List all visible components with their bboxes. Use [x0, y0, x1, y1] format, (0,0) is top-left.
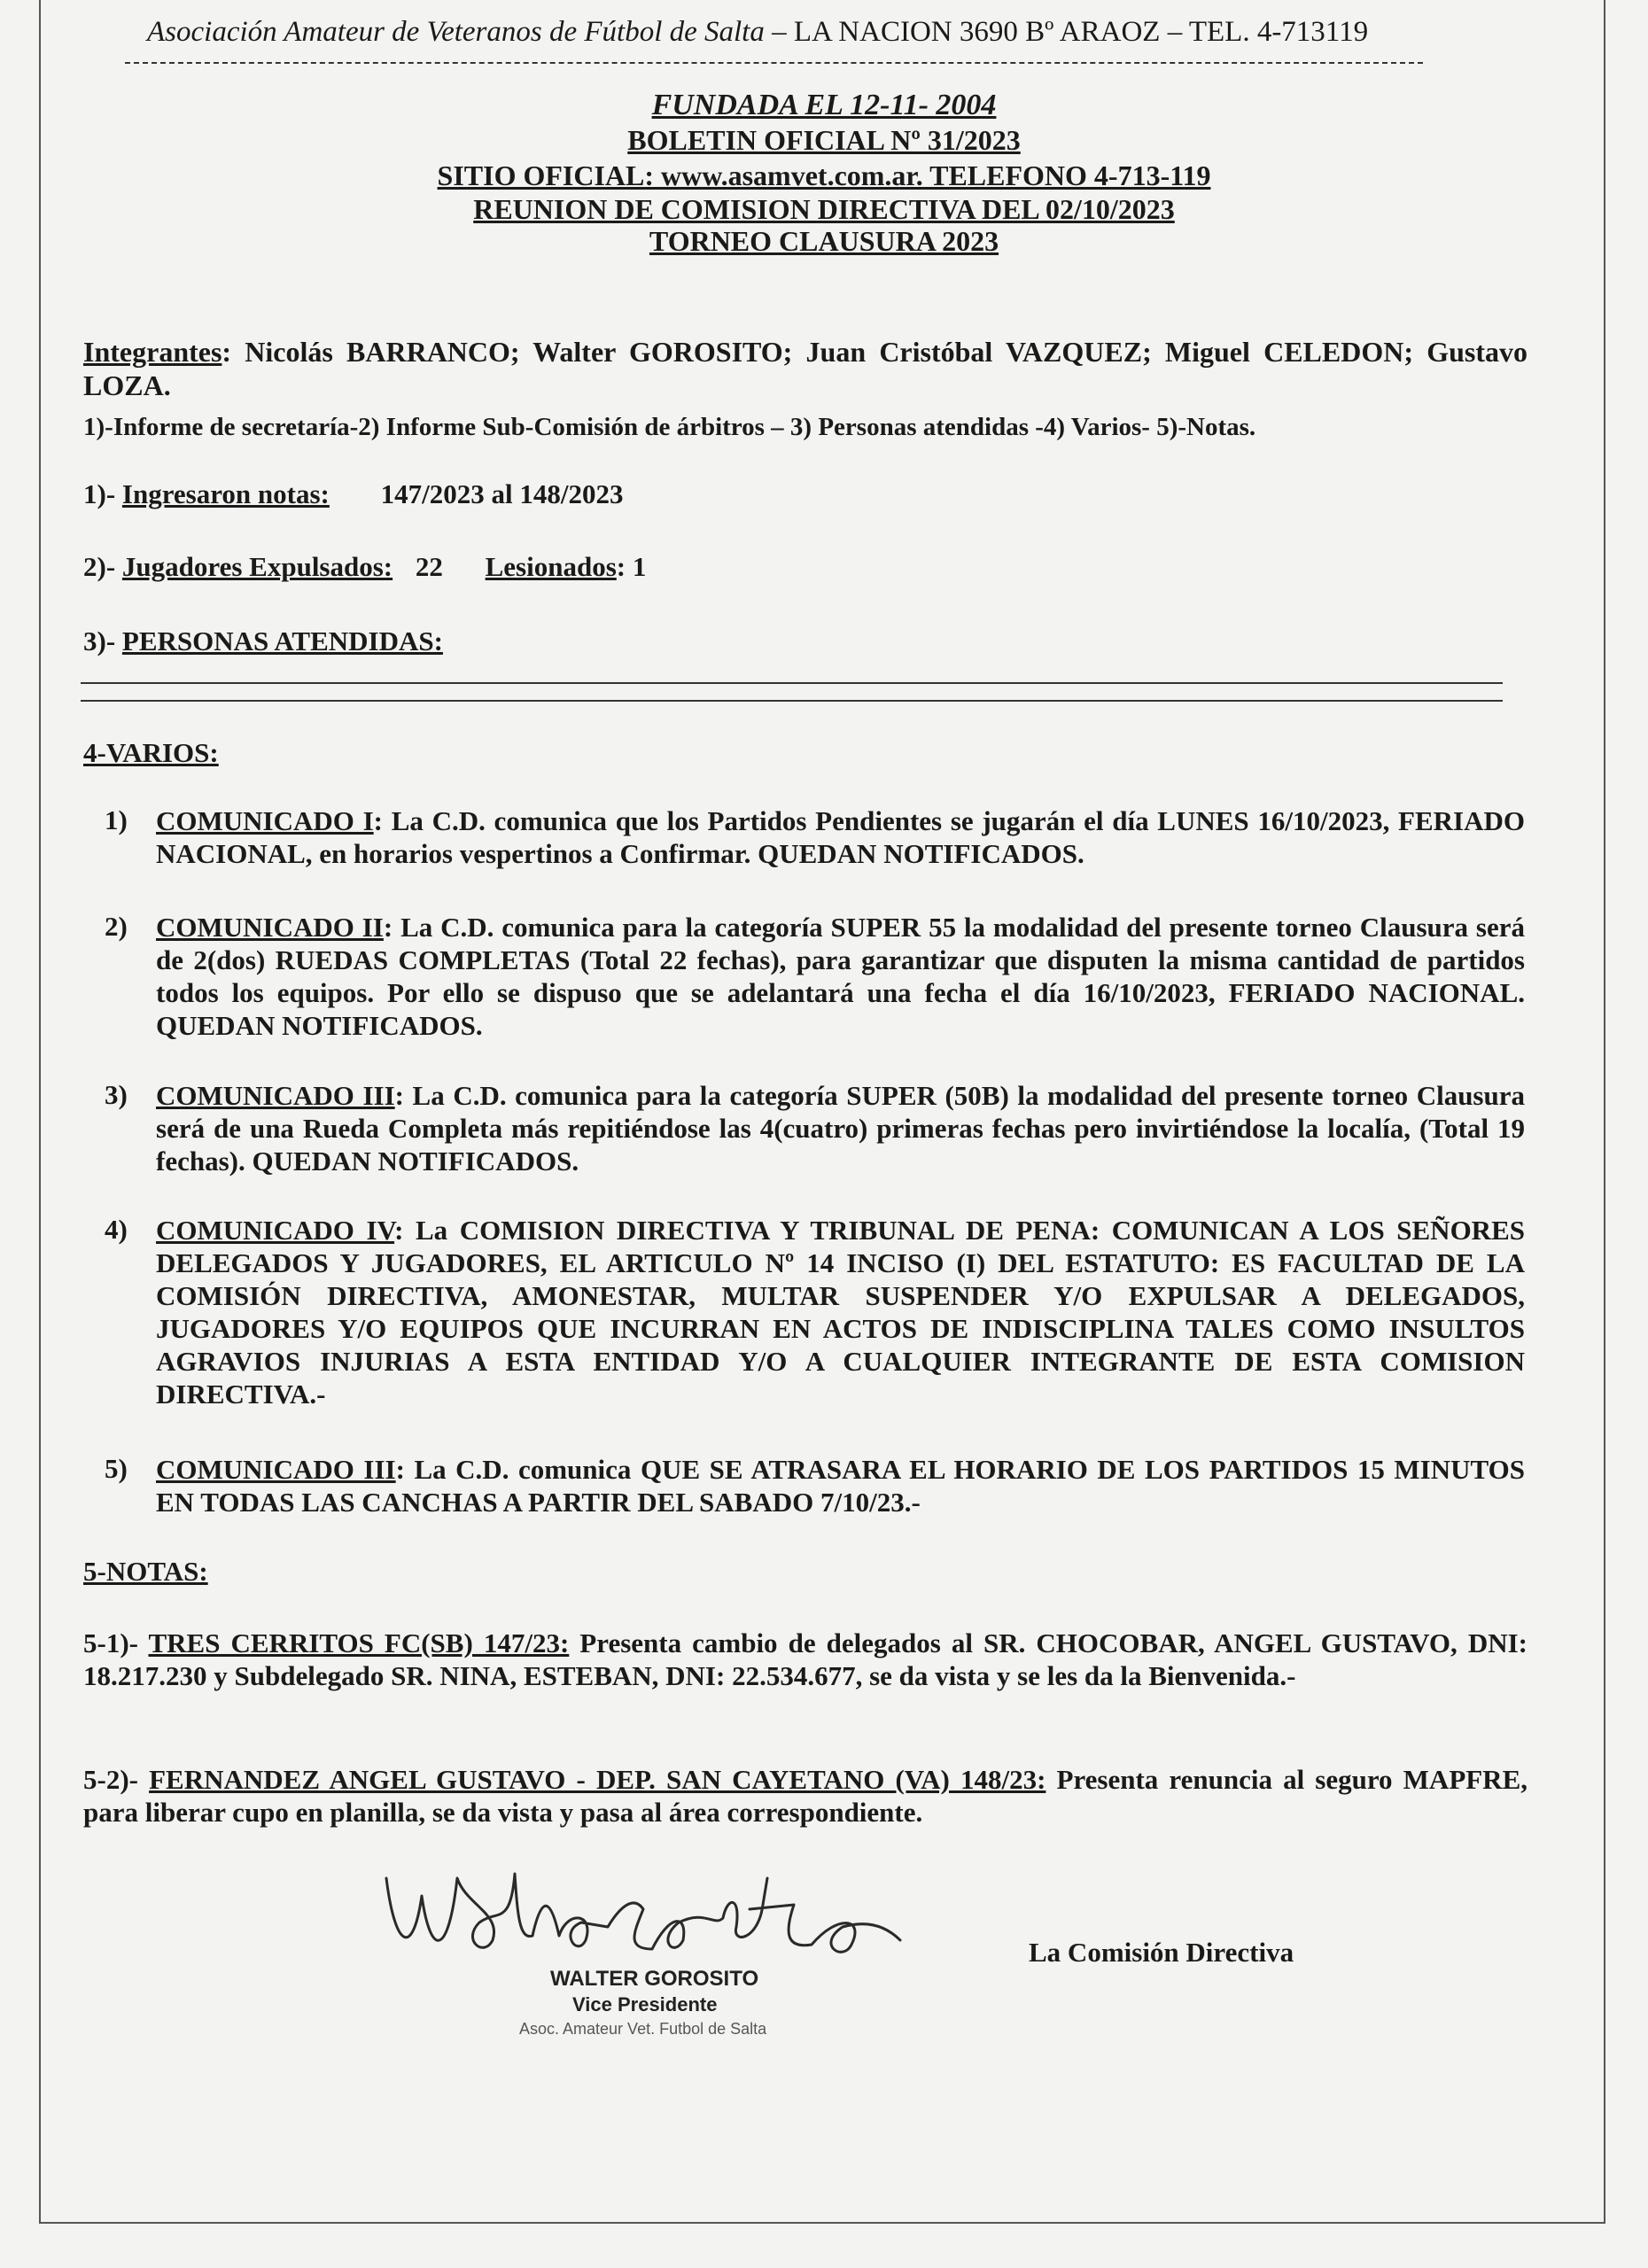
item-number: 2): [105, 911, 128, 942]
document-page: [39, 0, 1605, 2224]
signer-organization: Asoc. Amateur Vet. Futbol de Salta: [519, 2020, 767, 2038]
comunicado-label: COMUNICADO IV: [156, 1215, 395, 1246]
comunicado-text: : La C.D. comunica para la categoría SUPER (50B) la modalidad del presente torneo Clausura será de una Rueda Completa más repitiéndose las 4(cuatro) primeras fechas pero invirtiéndose la localía, (Total 19 fechas). QUEDAN NOTIFICADOS.: [156, 1080, 1525, 1177]
section-1-value: 147/2023 al 148/2023: [380, 478, 624, 509]
signer-name: WALTER GOROSITO: [550, 1967, 759, 1991]
note-text: Presenta renuncia al seguro MAPFRE, para liberar cupo en planilla, se da vista y pasa al área correspondiente.: [83, 1764, 1528, 1828]
commission-signoff: La Comisión Directiva: [1029, 1937, 1294, 1968]
item-number: 4): [105, 1214, 128, 1245]
section-5-title: 5-NOTAS:: [83, 1556, 208, 1587]
members-list: : Nicolás BARRANCO; Walter GOROSITO; Juan Cristóbal VAZQUEZ; Miguel CELEDON; Gustavo LOZA.: [83, 336, 1528, 401]
note-number: 5-2)-: [83, 1764, 138, 1795]
section-2-label: Jugadores Expulsados:: [121, 551, 393, 582]
section-3-label: PERSONAS ATENDIDAS:: [121, 625, 443, 656]
comunicado-text: : La COMISION DIRECTIVA Y TRIBUNAL DE PENA: COMUNICAN A LOS SEÑORES DELEGADOS Y JUGADORES, EL ARTICULO Nº 14 INCISO (I) DEL ESTATUTO: ES FACULTAD DE LA COMISIÓN DIRECTIVA, AMONESTAR, MULTAR SUSPENDER Y/O EXPULSAR A DELEGADOS, JUGADORES Y/O EQUIPOS QUE INCURRAN EN ACTOS DE INDISCIPLINA TALES COMO INSULTOS AGRAVIOS INJURIAS A ESTA ENTIDAD Y/O A CUALQUIER INTEGRANTE DE ESTA COMISION DIRECTIVA.-: [156, 1215, 1525, 1410]
note-number: 5-1)-: [83, 1627, 138, 1658]
comunicado-text: : La C.D. comunica QUE SE ATRASARA EL HORARIO DE LOS PARTIDOS 15 MINUTOS EN TODAS LAS CANCHAS A PARTIR DEL SABADO 7/10/23.-: [156, 1454, 1525, 1518]
comunicado-label: COMUNICADO I: [156, 805, 374, 836]
comunicado-2: [156, 911, 1525, 1042]
official-site: SITIO OFICIAL: www.asamvet.com.ar. TELEFONO 4-713-119: [437, 159, 1211, 191]
letterhead: [147, 16, 1368, 49]
note-5-1: [83, 1627, 1528, 1692]
section-2: [83, 551, 646, 583]
section-2-label-2: Lesionados: [485, 551, 617, 582]
item-number: 5): [105, 1453, 128, 1484]
section-3-number: 3)-: [83, 625, 116, 656]
comunicado-label: COMUNICADO II: [156, 912, 384, 943]
comunicado-text: : La C.D. comunica que los Partidos Pendientes se jugarán el día LUNES 16/10/2023, FERIADO NACIONAL, en horarios vespertinos a Confirmar. QUEDAN NOTIFICADOS.: [156, 805, 1525, 869]
section-2-value-2: : 1: [616, 551, 647, 582]
divider-line-2: [81, 700, 1503, 702]
section-1-label: Ingresaron notas:: [121, 478, 330, 509]
meeting-title: REUNION DE COMISION DIRECTIVA DEL 02/10/2023: [473, 193, 1175, 225]
section-1: [83, 478, 623, 510]
section-4-title: 4-VARIOS:: [83, 737, 219, 768]
members-label: Integrantes: [83, 336, 222, 368]
tournament-title: TORNEO CLAUSURA 2023: [649, 225, 999, 257]
section-3: [83, 625, 443, 657]
section-2-value: 22: [415, 551, 443, 582]
comunicado-label: COMUNICADO III: [156, 1080, 395, 1111]
note-label: FERNANDEZ ANGEL GUSTAVO - DEP. SAN CAYETANO (VA) 148/23:: [149, 1764, 1046, 1795]
header-divider: [125, 62, 1423, 64]
bulletin-title: BOLETIN OFICIAL Nº 31/2023: [627, 124, 1021, 156]
comunicado-4: [156, 1214, 1525, 1410]
item-number: 3): [105, 1079, 128, 1110]
members-paragraph: [83, 335, 1528, 402]
signer-role: Vice Presidente: [572, 1993, 718, 2016]
founded-date: FUNDADA EL 12-11- 2004: [651, 89, 997, 121]
comunicado-text: : La C.D. comunica para la categoría SUPER 55 la modalidad del presente torneo Clausura será de 2(dos) RUEDAS COMPLETAS (Total 22 fechas), para garantizar que disputen la misma cantidad de partidos todos los equipos. Por ello se dispuso que se adelantará una fecha el día 16/10/2023, FERIADO NACIONAL. QUEDAN NOTIFICADOS.: [156, 912, 1526, 1041]
item-number: 1): [105, 804, 128, 835]
note-text: Presenta cambio de delegados al SR. CHOCOBAR, ANGEL GUSTAVO, DNI: 18.217.230 y Subdelegado SR. NINA, ESTEBAN, DNI: 22.534.677, se da vista y se les da la Bienvenida.-: [83, 1627, 1528, 1691]
note-label: TRES CERRITOS FC(SB) 147/23:: [148, 1627, 570, 1658]
comunicado-label: COMUNICADO III: [156, 1454, 396, 1485]
handwritten-signature: [369, 1843, 918, 1984]
comunicado-5: [156, 1453, 1525, 1518]
comunicado-3: [156, 1079, 1525, 1177]
association-name: Asociación Amateur de Veteranos de Fútbol de Salta: [147, 16, 765, 48]
section-2-number: 2)-: [83, 551, 116, 582]
divider-line-1: [81, 682, 1503, 684]
section-1-number: 1)-: [83, 478, 116, 509]
agenda: 1)-Informe de secretaría-2) Informe Sub-Comisión de árbitros – 3) Personas atendidas -4) Varios- 5)-Notas.: [83, 413, 1256, 441]
comunicado-1: [156, 804, 1525, 870]
association-address: – LA NACION 3690 Bº ARAOZ – TEL. 4-713119: [772, 16, 1369, 48]
note-5-2: [83, 1763, 1528, 1829]
